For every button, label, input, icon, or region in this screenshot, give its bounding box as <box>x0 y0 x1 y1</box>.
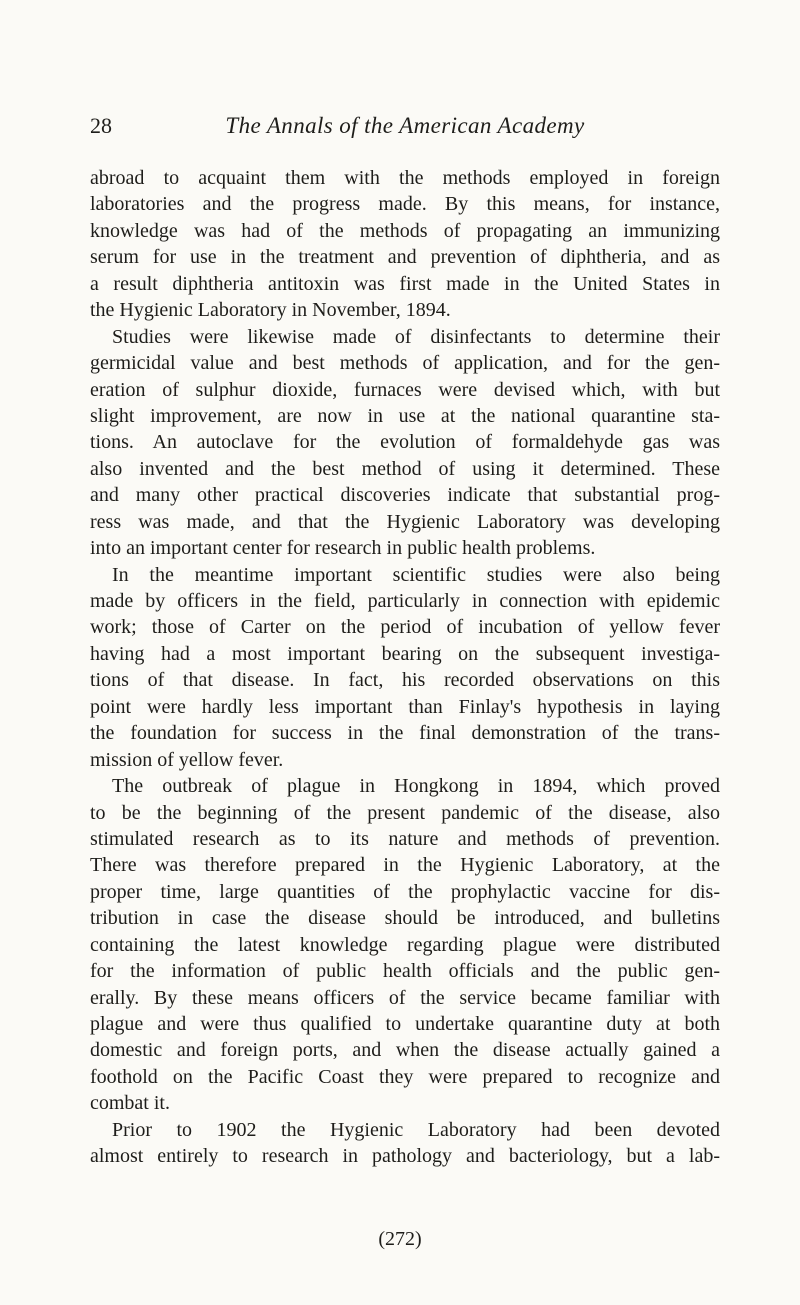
text-line: for the information of public health officials and the public gen- <box>90 960 720 983</box>
text-line: combat it. <box>90 1092 170 1115</box>
text-line: into an important center for research in public health problems. <box>90 537 596 560</box>
text-line: serum for use in the treatment and prevention of diphtheria, and as <box>90 246 720 269</box>
text-line: having had a most important bearing on the subsequent investiga- <box>90 642 720 665</box>
paragraph <box>90 1117 720 1170</box>
text-line: the foundation for success in the final demonstration of the trans- <box>90 722 720 745</box>
paragraph <box>90 165 720 324</box>
text-line: ress was made, and that the Hygienic Laboratory was developing <box>90 510 720 533</box>
text-line: eration of sulphur dioxide, furnaces were devised which, with but <box>90 378 720 401</box>
text-line: a result diphtheria antitoxin was first made in the United States in <box>90 272 720 295</box>
text-line: tions. An autoclave for the evolution of formaldehyde gas was <box>90 431 720 454</box>
text-line: knowledge was had of the methods of propagating an immunizing <box>90 219 720 242</box>
text-line: work; those of Carter on the period of incubation of yellow fever <box>90 616 720 639</box>
text-line: slight improvement, are now in use at the national quarantine sta- <box>90 404 720 427</box>
text-line: There was therefore prepared in the Hygienic Laboratory, at the <box>90 854 720 877</box>
text-line: abroad to acquaint them with the methods employed in foreign <box>90 167 720 189</box>
text-line: erally. By these means officers of the service became familiar with <box>90 986 720 1009</box>
text-line: tions of that disease. In fact, his recorded observations on this <box>90 669 720 692</box>
text-line: foothold on the Pacific Coast they were prepared to recognize and <box>90 1065 720 1088</box>
text-line: germicidal value and best methods of application, and for the gen- <box>90 352 720 375</box>
text-line: proper time, large quantities of the prophylactic vaccine for dis- <box>90 880 720 903</box>
text-line: Prior to 1902 the Hygienic Laboratory had been devoted <box>112 1118 720 1141</box>
text-line: almost entirely to research in pathology and bacteriology, but a lab- <box>90 1145 720 1168</box>
running-title: The Annals of the American Academy <box>225 113 585 138</box>
text-line: also invented and the best method of using it determined. These <box>90 457 720 480</box>
text-line: laboratories and the progress made. By this means, for instance, <box>90 193 720 216</box>
text-line: made by officers in the field, particularly in connection with epidemic <box>90 590 720 612</box>
paragraph <box>90 773 720 1117</box>
text-line: to be the beginning of the present pandemic of the disease, also <box>90 801 720 824</box>
page-number: 28 <box>90 113 112 138</box>
paragraph <box>90 324 720 562</box>
page-header <box>90 112 720 144</box>
text-line: The outbreak of plague in Hongkong in 1894, which proved <box>112 775 720 798</box>
paragraph <box>90 562 720 774</box>
text-line: domestic and foreign ports, and when the disease actually gained a <box>90 1039 720 1062</box>
text-line: containing the latest knowledge regarding plague were distributed <box>90 933 720 956</box>
text-line: point were hardly less important than Finlay's hypothesis in laying <box>90 695 720 718</box>
body-text <box>90 165 720 1170</box>
text-line: plague and were thus qualified to undertake quarantine duty at both <box>90 1013 720 1035</box>
text-line: In the meantime important scientific studies were also being <box>112 563 720 586</box>
text-line: tribution in case the disease should be introduced, and bulletins <box>90 907 720 930</box>
text-line: Studies were likewise made of disinfectants to determine their <box>112 325 720 348</box>
folio: (272) <box>378 1228 422 1250</box>
text-line: the Hygienic Laboratory in November, 1894. <box>90 299 451 322</box>
text-line: stimulated research as to its nature and methods of prevention. <box>90 827 720 850</box>
text-line: mission of yellow fever. <box>90 748 284 771</box>
text-line: and many other practical discoveries indicate that substantial prog- <box>90 484 720 507</box>
